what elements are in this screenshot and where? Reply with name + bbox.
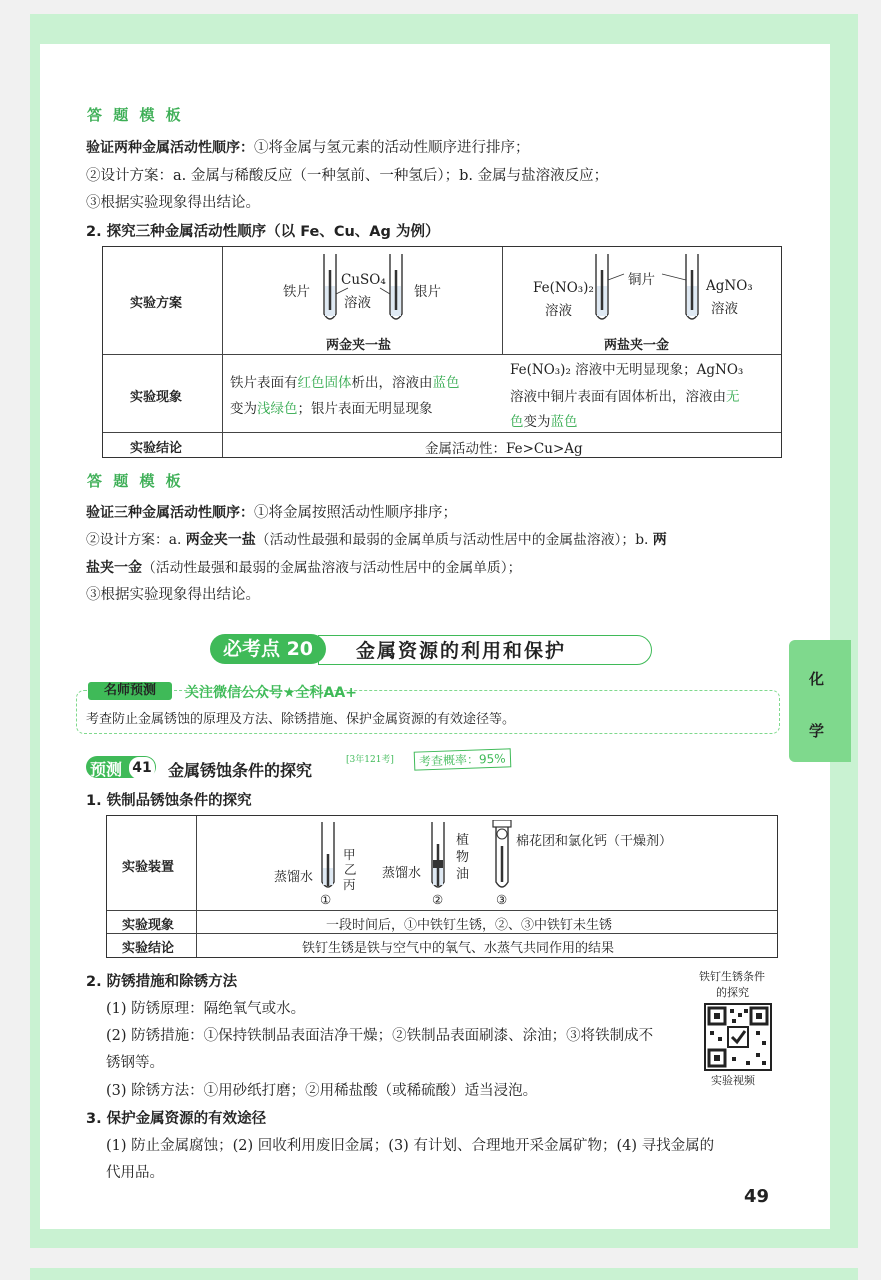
label-copper-strip: 铜片 xyxy=(628,272,655,288)
prevent-line1: (1) 防锈原理：隔绝氧气或水。 xyxy=(106,1001,306,1017)
phenomenon-right-line3: 色变为蓝色 xyxy=(510,414,578,430)
teacher-prediction-text: 考查防止金属锈蚀的原理及方法、除锈措施、保护金属资源的有效途径等。 xyxy=(86,712,516,727)
forecast-pill-number: 41 xyxy=(129,757,155,779)
teacher-prediction-tag: 名师预测 xyxy=(88,682,172,700)
label-iron-strip: 铁片 xyxy=(283,284,310,300)
section2-heading: 2. 探究三种金属活动性顺序（以 Fe、Cu、Ag 为例） xyxy=(86,224,440,240)
template1-line1: 验证两种金属活动性顺序：①将金属与氢元素的活动性顺序进行排序； xyxy=(86,140,530,156)
qr-code-icon[interactable] xyxy=(704,1003,772,1071)
prevent-line3: 锈钢等。 xyxy=(106,1055,164,1071)
template2-line2: ②设计方案：a. 两金夹一盐（活动性最强和最弱的金属单质与活动性居中的金属盐溶液）；b. 两 xyxy=(86,532,667,548)
template2-line1: 验证三种金属活动性顺序：①将金属按照活动性顺序排序； xyxy=(86,505,457,521)
next-page-edge xyxy=(30,1268,858,1280)
forecast-title: 金属锈蚀条件的探究 xyxy=(168,761,313,780)
qr-caption-2: 的探究 xyxy=(716,986,749,999)
label-tube-1: ① xyxy=(320,892,332,907)
label-solution-right-a: 溶液 xyxy=(545,303,572,319)
label-cotton-desiccant: 棉花团和氯化钙（干燥剂） xyxy=(516,834,673,849)
label-agno3: AgNO₃ xyxy=(706,278,753,294)
label-yi: 乙 xyxy=(344,862,357,877)
prevent-line4: (3) 除锈方法：①用砂纸打磨；②用稀盐酸（或稀硫酸）适当浸泡。 xyxy=(106,1083,538,1099)
protect-line2: 代用品。 xyxy=(106,1165,164,1181)
label-cuso4: CuSO₄ xyxy=(341,272,386,288)
row-label-plan: 实验方案 xyxy=(130,296,183,311)
side-tab-char-1: 化 xyxy=(809,670,825,688)
caption-two-salt-one-metal: 两盐夹一金 xyxy=(604,338,670,353)
side-tab-char-2: 学 xyxy=(809,722,825,740)
label-bing: 丙 xyxy=(343,877,356,892)
rust-heading: 1. 铁制品锈蚀条件的探究 xyxy=(86,793,252,809)
qr-pattern-icon xyxy=(706,1005,770,1069)
label-solution-right-b: 溶液 xyxy=(711,301,738,317)
conclusion-metal-activity: 金属活动性：Fe>Cu>Ag xyxy=(425,441,583,457)
forecast-exam-count: [3年121考] xyxy=(346,755,394,765)
prevent-line2: (2) 防锈措施：①保持铁制品表面洁净干燥；②铁制品表面刷漆、涂油；③将铁制成不 xyxy=(106,1028,654,1044)
exam-probability-stamp: 考查概率：95% xyxy=(414,748,511,770)
row-label-phenomenon-2: 实验现象 xyxy=(122,918,175,933)
label-jia: 甲 xyxy=(343,847,356,862)
label-tube-3: ③ xyxy=(496,892,508,907)
subject-side-tab xyxy=(789,640,851,762)
key-point-title: 金属资源的利用和保护 xyxy=(356,640,567,662)
label-tube-2: ② xyxy=(432,892,444,907)
row-label-device: 实验装置 xyxy=(122,860,175,875)
phenomenon-left-line1: 铁片表面有红色固体析出，溶液由蓝色 xyxy=(230,375,460,391)
template2-line3: 盐夹一金（活动性最强和最弱的金属盐溶液与活动性居中的金属单质）； xyxy=(86,560,522,576)
forecast-pill-label: 预测 xyxy=(90,760,123,779)
answer-template-label-2: 答 题 模 板 xyxy=(87,472,184,490)
label-oil-1: 植 xyxy=(456,833,470,848)
qr-caption-3: 实验视频 xyxy=(711,1074,755,1087)
label-silver-strip: 银片 xyxy=(414,284,441,300)
label-oil-2: 物 xyxy=(456,850,470,865)
protect-line1: (1) 防止金属腐蚀；(2) 回收利用废旧金属；(3) 有计划、合理地开采金属矿物；(4) 寻找金属的 xyxy=(106,1138,715,1154)
label-distilled-water-2: 蒸馏水 xyxy=(382,866,422,881)
label-fe-no3-2: Fe(NO₃)₂ xyxy=(533,280,594,296)
rust-phenomenon-text: 一段时间后，①中铁钉生锈，②、③中铁钉未生锈 xyxy=(326,918,613,933)
phenomenon-right-line2: 溶液中铜片表面有固体析出，溶液由无 xyxy=(510,389,740,405)
answer-template-label: 答 题 模 板 xyxy=(87,106,184,124)
page-number: 49 xyxy=(744,1186,770,1207)
qr-caption-1: 铁钉生锈条件 xyxy=(699,970,765,983)
test-tubes-two-salt-one-metal-diagram xyxy=(590,250,710,330)
row-label-phenomenon: 实验现象 xyxy=(130,390,183,405)
label-solution: 溶液 xyxy=(344,295,371,311)
key-point-number-pill: 必考点 20 xyxy=(210,634,326,664)
label-distilled-water-1: 蒸馏水 xyxy=(274,870,314,885)
test-tubes-two-metal-one-salt-diagram xyxy=(318,250,408,330)
protect-heading: 3. 保护金属资源的有效途径 xyxy=(86,1111,267,1127)
template2-line4: ③根据实验现象得出结论。 xyxy=(86,587,260,603)
template1-line2: ②设计方案：a. 金属与稀酸反应（一种氢前、一种氢后）；b. 金属与盐溶液反应； xyxy=(86,168,609,184)
prevent-heading: 2. 防锈措施和除锈方法 xyxy=(86,974,238,990)
row-label-conclusion-2: 实验结论 xyxy=(122,941,175,956)
caption-two-metal-one-salt: 两金夹一盐 xyxy=(326,338,392,353)
row-label-conclusion: 实验结论 xyxy=(130,441,183,456)
phenomenon-left-line2: 变为浅绿色；银片表面无明显现象 xyxy=(230,401,433,417)
phenomenon-right-line1: Fe(NO₃)₂ 溶液中无明显现象；AgNO₃ xyxy=(510,362,744,378)
watermark-text: 关注微信公众号★全科AA+ xyxy=(185,685,357,701)
label-oil-3: 油 xyxy=(456,867,470,882)
template1-line3: ③根据实验现象得出结论。 xyxy=(86,195,260,211)
rust-conclusion-text: 铁钉生锈是铁与空气中的氧气、水蒸气共同作用的结果 xyxy=(302,941,615,956)
